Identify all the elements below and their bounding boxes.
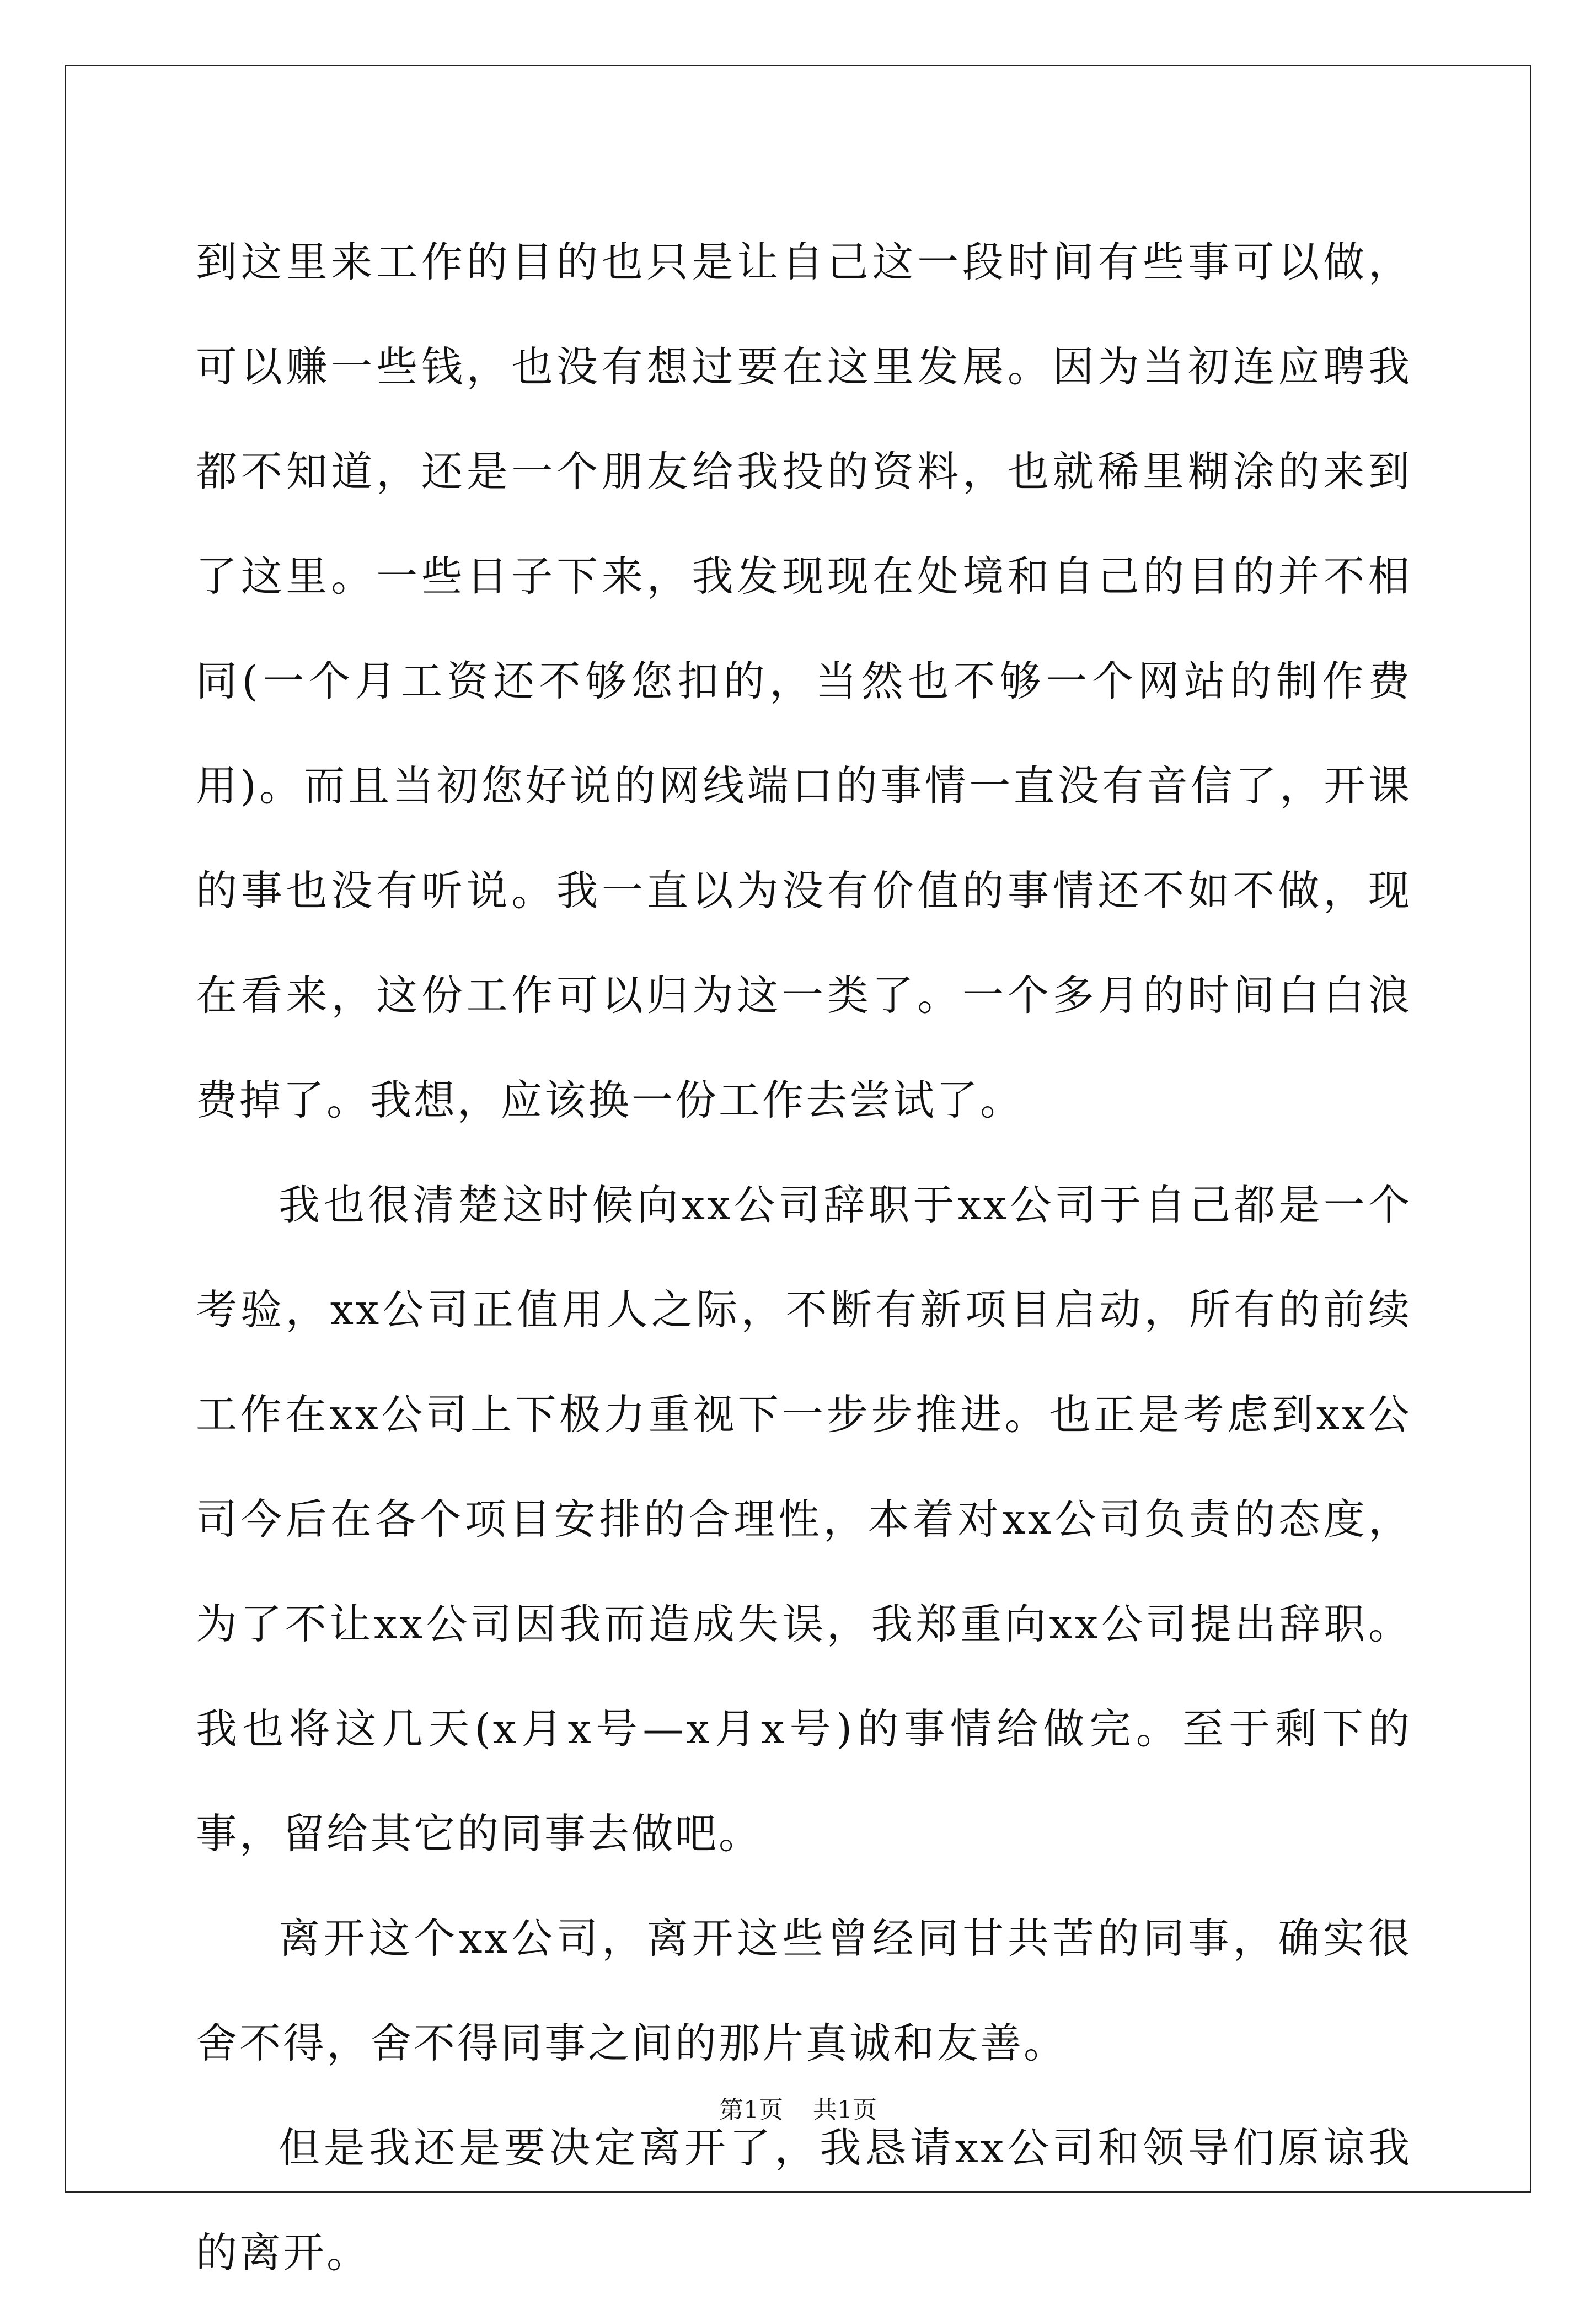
document-body [196,210,1412,2305]
paragraph-4: 但是我还是要决定离开了，我恳请xx公司和领导们原谅我的离开。 [196,2124,1412,2277]
paragraph-2: 我也很清楚这时候向xx公司辞职于xx公司于自己都是一个考验，xx公司正值用人之际，不断有新项目启动，所有的前续工作在xx公司上下极力重视下一步步推进。也正是考虑到xx公司今后在各个项目安排的合理性，本着对xx公司负责的态度，为了不让xx公司因我而造成失误，我郑重向xx公司提出辞职。我也将这几天(x月x号—x月x号)的事情给做完。至于剩下的事，留给其它的同事去做吧。 [196,1181,1412,1858]
page-total: 共1页 [813,2096,877,2124]
page-footer [0,2090,1596,2125]
paragraph-3: 离开这个xx公司，离开这些曾经同甘共苦的同事，确实很舍不得，舍不得同事之间的那片真诚和友善。 [196,1914,1412,2067]
page-number: 第1页 [719,2096,783,2124]
paragraph-1: 到这里来工作的目的也只是让自己这一段时间有些事可以做，可以赚一些钱，也没有想过要在这里发展。因为当初连应聘我都不知道，还是一个朋友给我投的资料，也就稀里糊涂的来到了这里。一些日子下来，我发现现在处境和自己的目的并不相同(一个月工资还不够您扣的，当然也不够一个网站的制作费用)。而且当初您好说的网线端口的事情一直没有音信了，开课的事也没有听说。我一直以为没有价值的事情还不如不做，现在看来，这份工作可以归为这一类了。一个多月的时间白白浪费掉了。我想，应该换一份工作去尝试了。 [196,238,1412,1124]
